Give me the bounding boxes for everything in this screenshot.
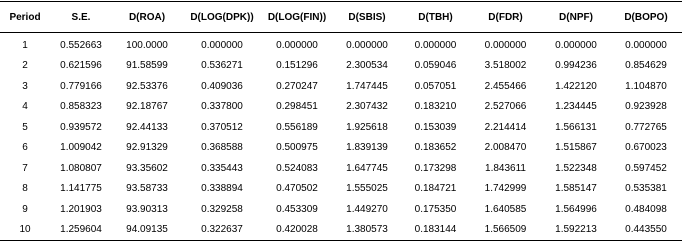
- cell-d-tbh: 0.184721: [414, 183, 457, 195]
- table-row: [0, 97, 682, 118]
- cell-d-npf: 1.234445: [555, 101, 597, 113]
- cell-d-log-dpk: 0.409036: [201, 80, 243, 92]
- cell-d-roa: 92.18767: [126, 101, 168, 113]
- cell-d-tbh: 0.000000: [414, 39, 457, 51]
- header-d-sbis: D(SBIS): [332, 2, 402, 33]
- cell-period: 1: [22, 39, 28, 51]
- cell-d-log-fin: 0.470502: [276, 183, 318, 195]
- cell-d-roa: 93.35602: [126, 162, 168, 174]
- cell-se: 1.009042: [60, 142, 102, 154]
- header-se: S.E.: [50, 2, 112, 33]
- cell-d-bopo: 0.854629: [625, 60, 667, 72]
- cell-se: 1.080807: [60, 162, 102, 174]
- cell-d-sbis: 0.000000: [346, 39, 388, 51]
- cell-d-sbis: 1.449270: [346, 203, 388, 215]
- header-d-log-fin: D(LOG(FIN)): [262, 2, 332, 33]
- cell-period: 3: [22, 80, 28, 92]
- cell-d-bopo: 0.923928: [625, 101, 667, 113]
- cell-d-npf: 1.585147: [555, 183, 597, 195]
- cell-d-log-fin: 0.420028: [262, 220, 332, 241]
- cell-period: 4: [22, 101, 28, 113]
- cell-d-fdr: 1.566509: [469, 220, 542, 241]
- cell-d-npf: 0.000000: [555, 39, 597, 51]
- cell-d-tbh: 0.153039: [414, 121, 457, 133]
- cell-d-log-dpk: 0.337800: [201, 101, 243, 113]
- cell-d-npf: 1.515867: [555, 142, 597, 154]
- table-row: [0, 33, 682, 56]
- cell-se: 0.552663: [60, 39, 102, 51]
- table-row: [0, 56, 682, 77]
- cell-d-roa: 92.91329: [126, 142, 168, 154]
- cell-d-roa: 92.53376: [126, 80, 168, 92]
- table-row: [0, 76, 682, 97]
- table-row: [0, 179, 682, 200]
- cell-d-fdr: 2.214414: [484, 121, 527, 133]
- cell-d-bopo: 1.104870: [625, 80, 667, 92]
- cell-d-tbh: 0.175350: [414, 203, 457, 215]
- cell-d-npf: 1.566131: [555, 121, 597, 133]
- cell-d-npf: 1.522348: [555, 162, 597, 174]
- cell-se: 1.259604: [50, 220, 112, 241]
- cell-d-fdr: 0.000000: [484, 39, 527, 51]
- cell-d-fdr: 2.008470: [484, 142, 527, 154]
- cell-d-roa: 93.90313: [126, 203, 168, 215]
- cell-d-sbis: 1.380573: [332, 220, 402, 241]
- cell-d-log-dpk: 0.368588: [201, 142, 243, 154]
- table-row: [0, 138, 682, 159]
- cell-d-tbh: 0.173298: [414, 162, 457, 174]
- table-row: [0, 117, 682, 138]
- header-row: [0, 2, 682, 33]
- cell-d-log-dpk: 0.370512: [201, 121, 243, 133]
- cell-se: 1.201903: [60, 203, 102, 215]
- cell-d-roa: 93.58733: [126, 183, 168, 195]
- cell-d-sbis: 1.647745: [346, 162, 388, 174]
- cell-d-bopo: 0.443550: [610, 220, 682, 241]
- cell-d-npf: 1.422120: [555, 80, 597, 92]
- cell-d-log-fin: 0.151296: [276, 60, 318, 72]
- cell-d-fdr: 2.455466: [484, 80, 527, 92]
- cell-d-tbh: 0.183144: [402, 220, 469, 241]
- table-row: [0, 220, 682, 241]
- cell-se: 0.939572: [60, 121, 102, 133]
- cell-se: 1.141775: [60, 183, 102, 195]
- cell-se: 0.779166: [60, 80, 102, 92]
- header-d-npf: D(NPF): [542, 2, 610, 33]
- cell-d-log-dpk: 0.536271: [201, 60, 243, 72]
- cell-d-log-fin: 0.270247: [276, 80, 318, 92]
- cell-period: 9: [22, 203, 28, 215]
- cell-d-sbis: 1.555025: [346, 183, 388, 195]
- cell-d-bopo: 0.000000: [625, 39, 667, 51]
- cell-d-log-dpk: 0.329258: [201, 203, 243, 215]
- header-period: Period: [0, 2, 50, 33]
- cell-d-roa: 94.09135: [112, 220, 182, 241]
- cell-d-sbis: 2.307432: [346, 101, 388, 113]
- cell-se: 0.621596: [60, 60, 102, 72]
- cell-d-fdr: 1.742999: [484, 183, 527, 195]
- header-d-fdr: D(FDR): [469, 2, 542, 33]
- header-d-roa: D(ROA): [112, 2, 182, 33]
- cell-d-bopo: 0.535381: [625, 183, 667, 195]
- header-d-tbh: D(TBH): [402, 2, 469, 33]
- cell-d-log-fin: 0.453309: [276, 203, 318, 215]
- table-body: [0, 33, 682, 241]
- cell-d-npf: 0.994236: [555, 60, 597, 72]
- table-row: [0, 158, 682, 179]
- cell-d-log-fin: 0.298451: [276, 101, 318, 113]
- cell-d-sbis: 2.300534: [346, 60, 388, 72]
- cell-d-sbis: 1.747445: [346, 80, 388, 92]
- cell-se: 0.858323: [60, 101, 102, 113]
- cell-d-bopo: 0.597452: [625, 162, 667, 174]
- cell-d-log-dpk: 0.338894: [201, 183, 243, 195]
- cell-d-bopo: 0.670023: [625, 142, 667, 154]
- cell-period: 5: [22, 121, 28, 133]
- cell-period: 6: [22, 142, 28, 154]
- cell-d-fdr: 3.518002: [484, 60, 527, 72]
- cell-d-tbh: 0.183210: [414, 101, 457, 113]
- cell-period: 8: [22, 183, 28, 195]
- header-d-bopo: D(BOPO): [610, 2, 682, 33]
- cell-period: 7: [22, 162, 28, 174]
- cell-d-fdr: 1.843611: [485, 162, 526, 174]
- cell-d-log-dpk: 0.335443: [201, 162, 243, 174]
- cell-d-tbh: 0.057051: [414, 80, 457, 92]
- cell-d-sbis: 1.925618: [346, 121, 388, 133]
- cell-d-log-fin: 0.000000: [276, 39, 318, 51]
- cell-d-log-dpk: 0.322637: [182, 220, 262, 241]
- cell-d-roa: 100.0000: [126, 39, 168, 51]
- cell-d-log-fin: 0.556189: [276, 121, 318, 133]
- cell-d-roa: 92.44133: [126, 121, 168, 133]
- cell-d-log-dpk: 0.000000: [201, 39, 243, 51]
- cell-d-tbh: 0.183652: [414, 142, 457, 154]
- variance-decomposition-table: [0, 1, 682, 241]
- cell-d-bopo: 0.772765: [625, 121, 667, 133]
- cell-d-roa: 91.58599: [126, 60, 168, 72]
- table-header: [0, 2, 682, 33]
- cell-d-bopo: 0.484098: [625, 203, 667, 215]
- cell-d-npf: 1.564996: [555, 203, 597, 215]
- table-row: [0, 199, 682, 220]
- cell-period: 10: [0, 220, 50, 241]
- header-d-log-dpk: D(LOG(DPK)): [182, 2, 262, 33]
- cell-d-npf: 1.592213: [542, 220, 610, 241]
- cell-d-log-fin: 0.500975: [276, 142, 318, 154]
- cell-d-fdr: 2.527066: [484, 101, 527, 113]
- cell-d-fdr: 1.640585: [484, 203, 527, 215]
- cell-period: 2: [22, 60, 28, 72]
- cell-d-sbis: 1.839139: [346, 142, 388, 154]
- cell-d-tbh: 0.059046: [414, 60, 457, 72]
- cell-d-log-fin: 0.524083: [276, 162, 318, 174]
